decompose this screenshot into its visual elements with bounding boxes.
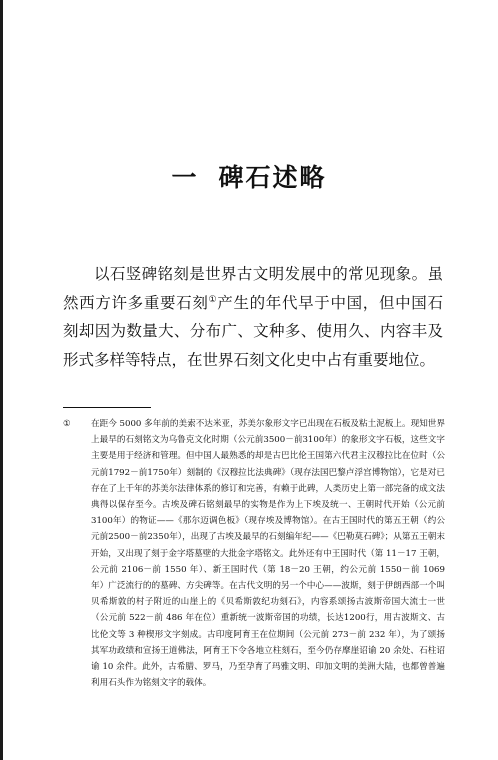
paragraph-text	[63, 260, 443, 374]
chapter-number: 一	[171, 163, 199, 192]
footnote-text: 在距今 5000 多年前的美索不达米亚，苏美尔象形文字已出现在石板及粘土泥板上。现知世界上最早的石刻铭文为乌鲁克文化时期（公元前3500－前3100年）的象形文字石板，这些文字主要是用于经济和管理。但中国人最熟悉的却是古巴比伦王国第六代君主汉穆拉比在位时（公元前1792－前1750年）刻制的《汉穆拉比法典碑》（现存法国巴黎卢浮宫博物馆），它是对已存在了上千年的苏美尔法律体系的修订和完善，有赖于此碑，人类历史上第一部完备的成文法典得以保存至今。古埃及碑石铭刻最早的实物是作为上下埃及统一、王朝时代开始（公元前3100年）的物证——《那尔迈调色板》（现存埃及博物馆）。在古王国时代的第五王朝（约公元前2500－前2350年），出现了古埃及最早的石刻编年纪——《巴勒莫石碑》；从第五王朝末开始，又出现了刻于金字塔墓壁的大批金字塔铭文。此外还有中王国时代（第 11－17 王朝，公元前 2106－前 1550 年）、新王国时代（第 18－20 王朝，约公元前 1550－前 1069 年）广泛流行的的墓碑、方尖碑等。在古代文明的另一个中心——波斯，刻于伊朗西部一个叫贝希斯敦的村子附近的山崖上的《贝希斯敦纪功刻石》，内容系颂扬古波斯帝国大流士一世（公元前 522－前 486 年在位）重新统一波斯帝国的功绩，长达1200行，用古波斯文、古比伦文等 3 种楔形文字刻成。古印度阿育王在位期间（公元前 273－前 232 年），为了颂扬其军功政绩和宣扬王道佛法，阿育王下令各地立柱刻石，至今仍存摩崖诏谕 20 余处、石柱诏谕 10 余件。此外，古希腊、罗马，乃至孕育了玛雅文明、印加文明的美洲大陆，也都曾普遍利用石头作为铭刻文字的载体。	[91, 419, 445, 689]
page-edge-shadow	[0, 0, 3, 760]
chapter-heading	[0, 158, 498, 194]
main-paragraph	[63, 260, 443, 374]
paragraph-text-part-2: 产生的年代早于中国，但中国石刻却因为数量大、分布广、文种多、使用久、内容丰及形式多样等特点，在世界石刻文化史中占有重要地位。	[63, 293, 443, 369]
paragraph-text-part-1: 以石竖碑铭刻是世界古文明发展中的常见现象。虽然西方许多重要石刻	[63, 265, 443, 312]
footnote-separator	[63, 407, 151, 408]
footnote-marker: ①	[63, 419, 71, 429]
chapter-title: 碑石述略	[218, 163, 327, 192]
footnote	[63, 416, 445, 691]
footnote-reference: ①	[208, 294, 218, 305]
